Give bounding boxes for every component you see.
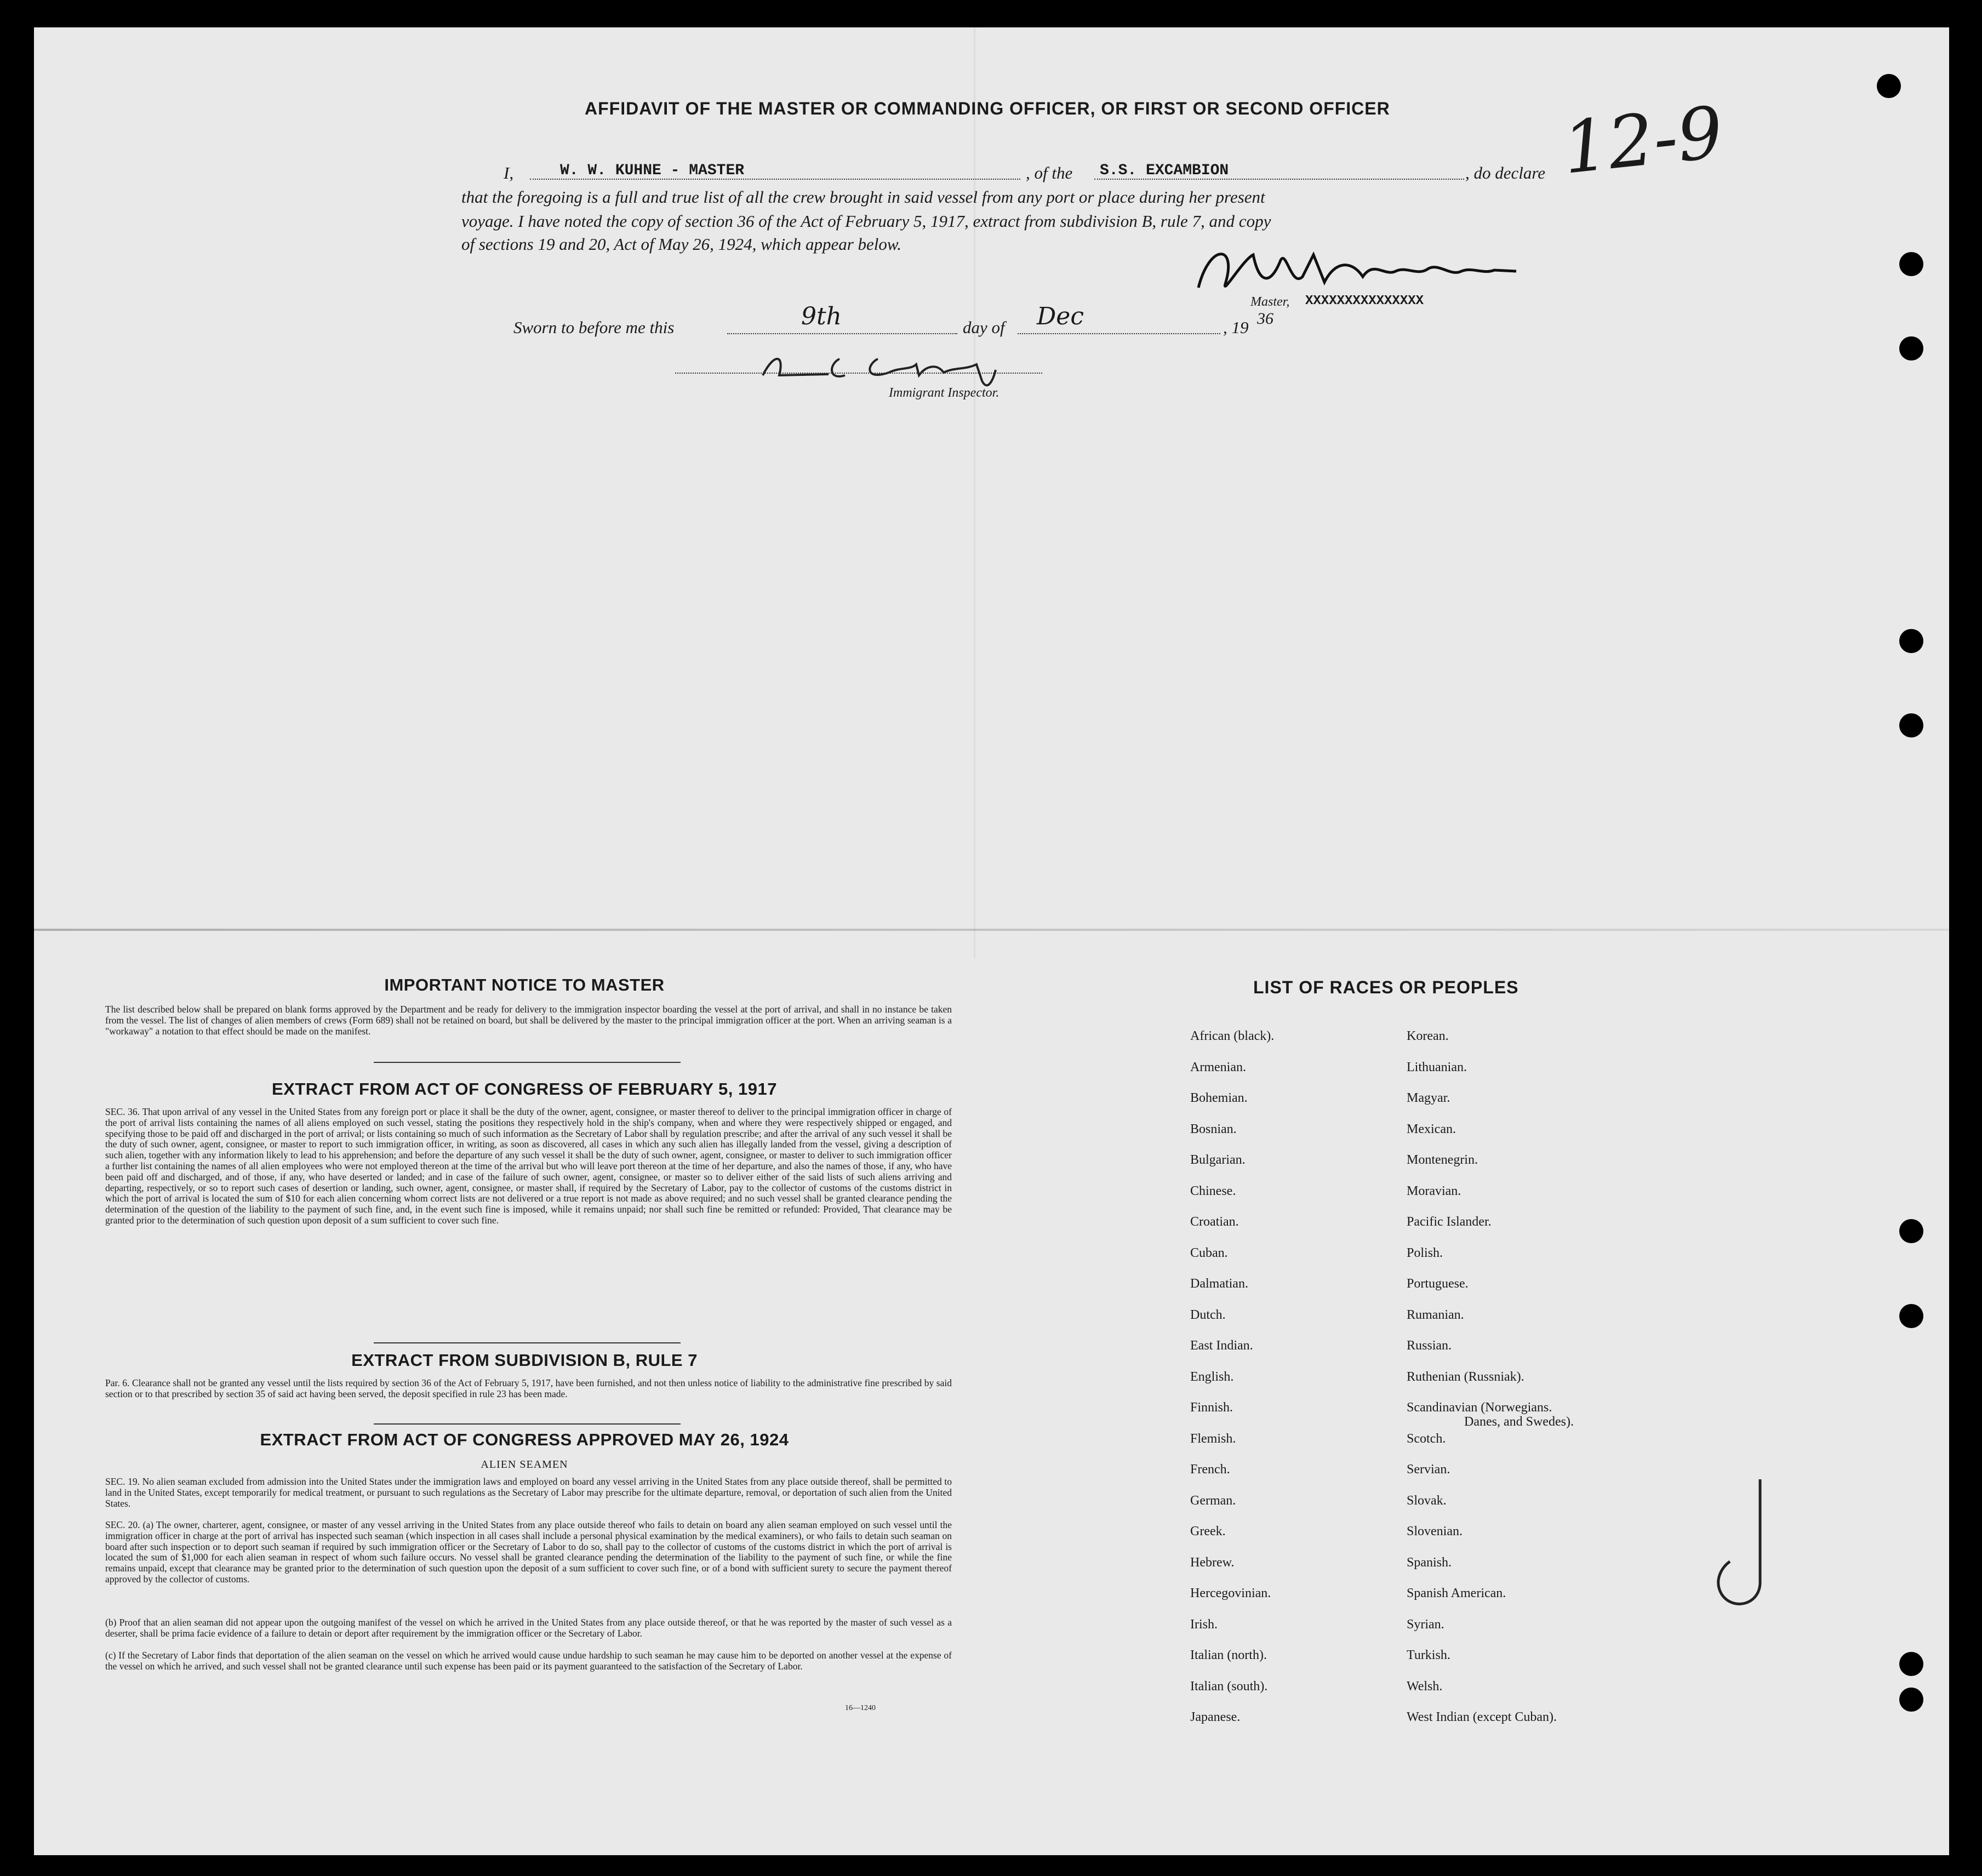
form-number: 16—1240	[845, 1704, 876, 1712]
race-item: Spanish American.	[1407, 1586, 1506, 1600]
section-divider	[374, 1423, 681, 1425]
sworn-day-of: day of	[963, 318, 1005, 337]
race-item: Irish.	[1190, 1617, 1218, 1632]
race-item: Italian (south).	[1190, 1679, 1268, 1694]
race-item: Moravian.	[1407, 1183, 1461, 1198]
declaration-line-4: of sections 19 and 20, Act of May 26, 1924, which appear below.	[461, 234, 902, 254]
race-item: East Indian.	[1190, 1339, 1253, 1353]
extract-1917-title: EXTRACT FROM ACT OF CONGRESS OF FEBRUARY 5, 1917	[272, 1079, 777, 1099]
extract-1917-body: SEC. 36. That upon arrival of any vessel in the United States from any foreign port or place it shall be the duty of the owner, agent, consignee, or master thereof to deliver to the principal immigration officer in charge of the port of arrival lists containing the names of all aliens employed on such vessel, stating the positions they respectively hold in the ship's company, when and where they were respectively shipped or engaged, and specifying those to be paid off and discharged in the port of arrival; or lists containing so much of such information as the Secretary of Labor shall by regulation prescribe; and after the arrival of any such vessel it shall be the duty of such owner, agent, consignee, or master to report to such immigration officer, in writing, as soon as discovered, all cases in which any such alien has illegally landed from the vessel, giving a description of such alien, together with any information likely to lead to his apprehension; and before the departure of any such vessel it shall be the duty of such owner, agent, consignee, or master to deliver to such immigration officer a further list containing the names of all alien employees who were not employed thereon at the time of the arrival but who will leave port thereon at the time of her departure, and also the names of those, if any, who have been paid off and discharged, and of those, if any, who have deserted or landed; and in case of the failure of such owner, agent, consignee, or master so to deliver either of the said lists of such aliens arriving and departing, respectively, or so to report such cases of desertion or landing, such owner, agent, consignee, or master shall, if required by the Secretary of Labor, pay to the collector of customs of the customs district in which the port of arrival is located the sum of $10 for each alien concerning whom correct lists are not delivered or a true report is not made as above required; and no such vessel shall be granted clearance pending the determination of the question of the liability to the payment of such fine, and, in the event such fine is imposed, while it remains unpaid; nor shall such fine be remitted or refunded: Provided, That clearance may be granted prior to the determination of such question upon deposit of a sum sufficient to cover such fine.	[105, 1106, 952, 1226]
race-item: Rumanian.	[1407, 1307, 1464, 1322]
inspector-signature-line	[675, 373, 1042, 374]
punch-hole	[1899, 1304, 1923, 1328]
vessel-name-value: S.S. EXCAMBION	[1100, 162, 1229, 179]
race-item: West Indian (except Cuban).	[1407, 1710, 1557, 1724]
race-item: Pacific Islander.	[1407, 1215, 1492, 1229]
declaration-of-the: , of the	[1026, 163, 1073, 182]
punch-hole	[1899, 713, 1923, 737]
race-item: African (black).	[1190, 1029, 1275, 1043]
race-item: English.	[1190, 1369, 1234, 1384]
race-item: Mexican.	[1407, 1122, 1456, 1136]
races-title: LIST OF RACES OR PEOPLES	[1253, 977, 1519, 997]
race-item: Chinese.	[1190, 1183, 1236, 1198]
race-item: Slovenian.	[1407, 1524, 1463, 1538]
handwritten-corner-number: 12-9	[1558, 90, 1727, 190]
sworn-year-prefix: , 19	[1223, 318, 1249, 337]
race-item: Magyar.	[1407, 1091, 1450, 1105]
race-item: Welsh.	[1407, 1679, 1443, 1694]
race-item: Bosnian.	[1190, 1122, 1237, 1136]
race-item: Bulgarian.	[1190, 1153, 1246, 1167]
punch-hole	[1899, 629, 1923, 653]
race-item: Bohemian.	[1190, 1091, 1248, 1105]
punch-hole	[1899, 252, 1923, 276]
race-item: Russian.	[1407, 1339, 1452, 1353]
race-item: Korean.	[1407, 1029, 1449, 1043]
race-item: Montenegrin.	[1407, 1153, 1478, 1167]
race-item: Polish.	[1407, 1245, 1443, 1260]
extract-1924-subtitle: ALIEN SEAMEN	[481, 1459, 568, 1471]
race-item: Japanese.	[1190, 1710, 1241, 1724]
race-item: Hercegovinian.	[1190, 1586, 1271, 1600]
master-caption: Master,	[1250, 295, 1290, 309]
race-item: Flemish.	[1190, 1431, 1236, 1446]
race-item: Lithuanian.	[1407, 1060, 1467, 1074]
race-item: Servian.	[1407, 1462, 1450, 1477]
extract-rule7-title: EXTRACT FROM SUBDIVISION B, RULE 7	[351, 1351, 698, 1370]
race-item-continuation: Danes, and Swedes).	[1464, 1415, 1574, 1429]
handwritten-check-mark	[1700, 1474, 1787, 1616]
fold-crease	[34, 929, 1949, 931]
race-item: Spanish.	[1407, 1555, 1452, 1570]
sworn-month-line	[1018, 333, 1220, 334]
notice-title: IMPORTANT NOTICE TO MASTER	[384, 975, 665, 994]
extract-1924-sec20c: (c) If the Secretary of Labor finds that deportation of the alien seaman on the vessel on which he arrived would cause undue hardship to such seaman he may cause him to be deported on another vessel at the expense of the vessel on which he arrived, and such vessel shall not be granted clearance until such expense has been paid or its payment guaranteed to the satisfaction of the Secretary of Labor.	[105, 1650, 952, 1672]
section-divider	[374, 1342, 681, 1343]
race-item: Armenian.	[1190, 1060, 1246, 1074]
race-item: Slovak.	[1407, 1493, 1447, 1508]
race-item: Dalmatian.	[1190, 1277, 1248, 1291]
master-name-value: W. W. KUHNE - MASTER	[560, 162, 745, 179]
race-item: Croatian.	[1190, 1215, 1239, 1229]
extract-1924-sec20a: SEC. 20. (a) The owner, charterer, agent, consignee, or master of any vessel arriving in the United States from any place outside thereof who fails to detain on board any alien seaman employed on such vessel until the immigration officer in charge at the port of arrival has inspected such seaman (which inspection in all cases shall include a personal physical examination by the medical examiners), or who fails to detain such seaman on board after such inspection or to deport such seaman if required by such immigration officer or the Secretary of Labor to do so, shall pay to the collector of customs of the customs district in which the port of arrival is located the sum of $1,000 for each alien seaman in respect of whom such failure occurs. No vessel shall be granted clearance pending the determination of the liability to the payment of such fine, or while the fine remains unpaid, except that clearance may be granted prior to the determination of such question upon the deposit of a sum sufficient to cover such fine, or of a bond with sufficient surety to secure the payment thereof approved by the collector of customs.	[105, 1519, 952, 1585]
race-item: Scandinavian (Norwegians.	[1407, 1400, 1552, 1415]
punch-hole	[1899, 1219, 1923, 1243]
extract-1924-title: EXTRACT FROM ACT OF CONGRESS APPROVED MAY 26, 1924	[260, 1430, 789, 1449]
extract-1924-sec20b: (b) Proof that an alien seaman did not appear upon the outgoing manifest of the vessel on which he arrived in the United States from any place outside thereof, or that he was reported by the master of such vessel as a deserter, shall be prima facie evidence of a failure to detain or deport after requirement by the immigration officer or the Secretary of Labor.	[105, 1617, 952, 1639]
fold-crease-vertical	[974, 27, 975, 959]
race-item: Portuguese.	[1407, 1277, 1469, 1291]
affidavit-title: AFFIDAVIT OF THE MASTER OR COMMANDING OFFICER, OR FIRST OR SECOND OFFICER	[585, 99, 1390, 118]
race-item: Hebrew.	[1190, 1555, 1235, 1570]
race-item: Turkish.	[1407, 1648, 1450, 1662]
master-struck-text: XXXXXXXXXXXXXXX	[1305, 294, 1424, 308]
race-item: Scotch.	[1407, 1431, 1446, 1446]
extract-1924-sec19: SEC. 19. No alien seaman excluded from admission into the United States under the immigration laws and employed on board any vessel arriving in the United States from any place outside thereof, shall be permitted to land in the United States, except temporarily for medical treatment, or pursuant to such regulations as the Secretary of Labor may prescribe for the ultimate departure, removal, or deportation of such alien from the United States.	[105, 1476, 952, 1509]
punch-hole	[1899, 1688, 1923, 1712]
punch-hole	[1899, 336, 1923, 361]
sworn-month-value: Dec	[1037, 302, 1084, 330]
sworn-day-value: 9th	[801, 302, 842, 330]
race-item: Dutch.	[1190, 1307, 1226, 1322]
section-divider	[374, 1062, 681, 1063]
punch-hole	[1899, 1652, 1923, 1676]
sworn-year-value: 36	[1257, 310, 1273, 328]
inspector-caption: Immigrant Inspector.	[889, 386, 999, 400]
notice-body: The list described below shall be prepared on blank forms approved by the Department and be ready for delivery to the immigration inspector boarding the vessel at the port of arrival, and shall in no instance be taken from the vessel. The list of changes of alien members of crews (Form 689) shall not be retained on board, but shall be delivered by the master to the principal immigration officer at the port. When an arriving seaman is a "workaway" a notation to that effect should be made on the manifest.	[105, 1004, 952, 1037]
extract-rule7-body: Par. 6. Clearance shall not be granted any vessel until the lists required by section 36 of the Act of February 5, 1917, have been furnished, and not then unless notice of liability to the administrative fine prescribed by said section or to that prescribed by section 35 of said act having been served, the deposit specified in rule 23 has been made.	[105, 1377, 952, 1399]
race-item: Italian (north).	[1190, 1648, 1267, 1662]
race-item: French.	[1190, 1462, 1230, 1477]
declaration-do-declare: , do declare	[1465, 163, 1546, 182]
race-item: Cuban.	[1190, 1245, 1228, 1260]
race-item: Finnish.	[1190, 1400, 1233, 1415]
document-sheet	[34, 27, 1949, 1855]
sworn-day-line	[727, 333, 957, 334]
sworn-text: Sworn to before me this	[513, 318, 675, 337]
punch-hole	[1877, 74, 1901, 98]
race-item: German.	[1190, 1493, 1236, 1508]
race-item: Greek.	[1190, 1524, 1226, 1538]
declaration-line-2: that the foregoing is a full and true list of all the crew brought in said vessel from any port or place during her present	[461, 187, 1265, 207]
race-item: Syrian.	[1407, 1617, 1444, 1632]
declaration-i-label: I,	[504, 163, 514, 182]
race-item: Ruthenian (Russniak).	[1407, 1369, 1524, 1384]
declaration-line-3: voyage. I have noted the copy of section 36 of the Act of February 5, 1917, extract from subdivision B, rule 7, and copy	[461, 211, 1271, 231]
